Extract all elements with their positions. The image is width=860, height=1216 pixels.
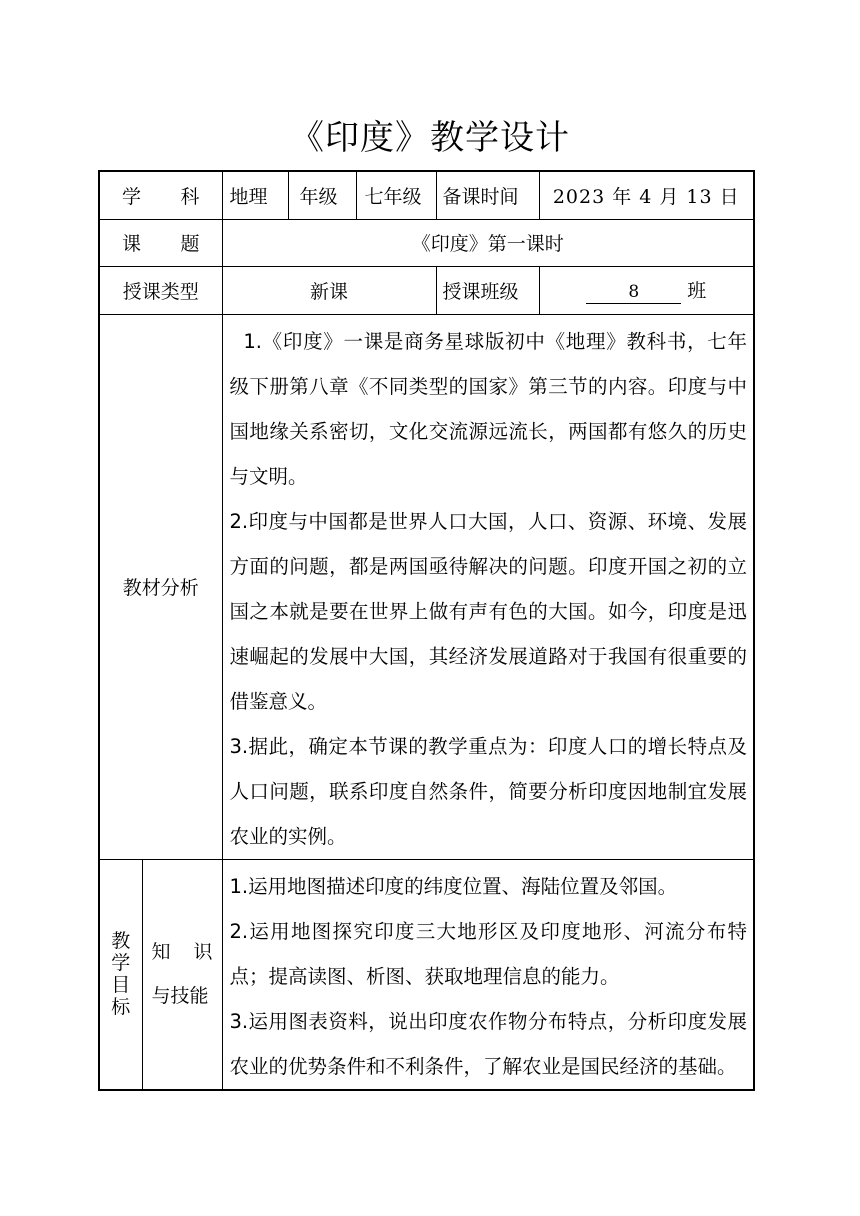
analysis-paragraph: 3.据此，确定本节课的教学重点为：印度人口的增长特点及人口问题，联系印度自然条件，简要分析印度因地制宜发展农业的实例。 (229, 734, 747, 848)
objectives-sublabel-char: 识 (193, 941, 213, 963)
subject-row (99, 171, 754, 219)
page-title: 《印度》教学设计 (290, 118, 570, 158)
class-suffix: 班 (687, 280, 707, 302)
lesson-type-label: 授课类型 (99, 266, 222, 314)
objectives-label: 教学目标 (111, 930, 131, 1018)
objective-item: 3.运用图表资料，说出印度农作物分布特点，分析印度发展农业的优势条件和不利条件，了解农业是国民经济的基础。 (229, 1009, 747, 1078)
class-label: 授课班级 (436, 266, 539, 314)
topic-row (99, 219, 754, 266)
analysis-label: 教材分析 (99, 314, 222, 859)
class-number: 8 (586, 281, 681, 304)
class-value-cell (539, 266, 754, 314)
topic-value: 《印度》第一课时 (222, 219, 754, 266)
objective-item: 2.运用地图探究印度三大地形区及印度地形、河流分布特点；提高读图、析图、获取地理信息的能力。 (229, 919, 747, 988)
objectives-sublabel-line2: 与技能 (151, 985, 209, 1007)
prep-time-value: 2023 年 4 月 13 日 (539, 171, 754, 219)
lesson-type-value: 新课 (222, 266, 436, 314)
objectives-row (99, 859, 754, 1090)
lesson-type-row (99, 266, 754, 314)
subject-label-char: 学 (122, 185, 142, 208)
topic-label-char: 题 (180, 233, 200, 255)
topic-label-cell (99, 219, 222, 266)
prep-time-label: 备课时间 (436, 171, 539, 219)
analysis-content (222, 314, 754, 859)
topic-label-char: 课 (122, 233, 142, 255)
subject-value: 地理 (222, 171, 288, 219)
objectives-content (222, 859, 754, 1090)
objectives-sublabel-cell (142, 859, 222, 1090)
analysis-row (99, 314, 754, 859)
objective-item: 1.运用地图描述印度的纬度位置、海陆位置及邻国。 (229, 874, 678, 898)
subject-label-cell (99, 171, 222, 219)
subject-label-char: 科 (180, 185, 200, 208)
objectives-sublabel-char: 知 (151, 941, 171, 963)
lesson-plan-table (98, 170, 755, 1091)
analysis-paragraph: 1.《印度》一课是商务星球版初中《地理》教科书，七年级下册第八章《不同类型的国家》第三节的内容。印度与中国地缘关系密切，文化交流源远流长，两国都有悠久的历史与文明。 (229, 329, 747, 488)
grade-label: 年级 (288, 171, 356, 219)
objectives-label-cell (99, 859, 142, 1090)
grade-value: 七年级 (356, 171, 436, 219)
analysis-paragraph: 2.印度与中国都是世界人口大国，人口、资源、环境、发展方面的问题，都是两国亟待解决的问题。印度开国之初的立国之本就是要在世界上做有声有色的大国。如今，印度是迅速崛起的发展中大国，其经济发展道路对于我国有很重要的借鉴意义。 (229, 509, 747, 713)
